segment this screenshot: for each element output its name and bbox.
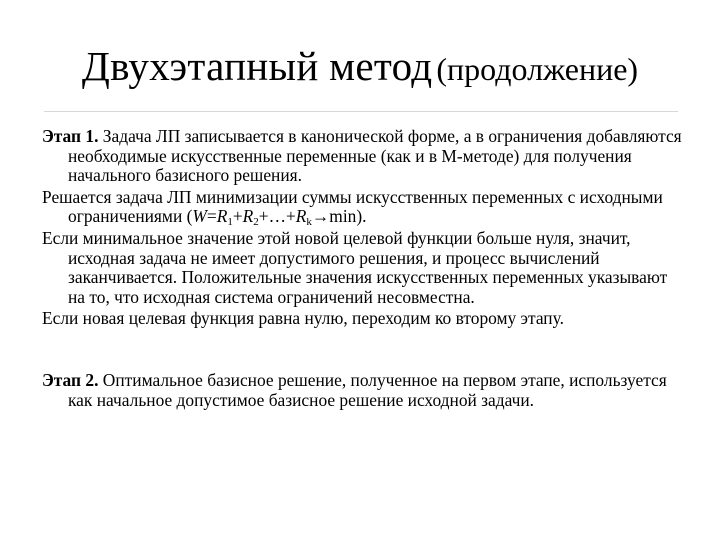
positive-case-text: Если минимальное значение этой новой целевой функции больше нуля, значит, исходная задача не имеет допустимого решения, и процесс вычислений заканчивается. Положительные значения искусственных переменных указывают на то, что исходная система ограничений несовместна. — [42, 227, 668, 307]
zero-case-text: Если новая целевая функция равна нулю, переходим ко второму этапу. — [42, 308, 564, 329]
stage-1-text: Задача ЛП записывается в канонической форме, а в ограничения добавляются необходимые искусственные переменные (как и в М-методе) для получения начального базисного решения. — [68, 126, 682, 186]
title-main: Двухэтапный метод — [81, 43, 433, 89]
minimization-text-end: ). — [356, 206, 367, 227]
paragraph-zero-case — [42, 309, 682, 329]
title-subtitle: (продолжение) — [436, 51, 639, 87]
paragraph-stage-2 — [42, 371, 682, 410]
paragraph-positive-case — [42, 229, 682, 307]
objective-formula: $W=R_1+R_2+\dots+R_k\to\min$ — [192, 206, 357, 229]
slide-body — [42, 127, 682, 412]
slide-title — [0, 42, 720, 90]
minimization-text: Решается задача ЛП минимизации суммы искусственных переменных с исходными ограничениями ( — [42, 186, 663, 227]
stage-2-text: Оптимальное базисное решение, полученное на первом этапе, используется как начальное допустимое базисное решение исходной задачи. — [68, 369, 667, 410]
title-divider — [44, 111, 678, 112]
paragraph-minimization — [42, 188, 682, 227]
stage-2-label: Этап 2. — [42, 369, 99, 390]
paragraph-stage-1 — [42, 127, 682, 186]
stage-1-label: Этап 1. — [42, 126, 99, 146]
arrow-symbol: → — [311, 206, 330, 227]
